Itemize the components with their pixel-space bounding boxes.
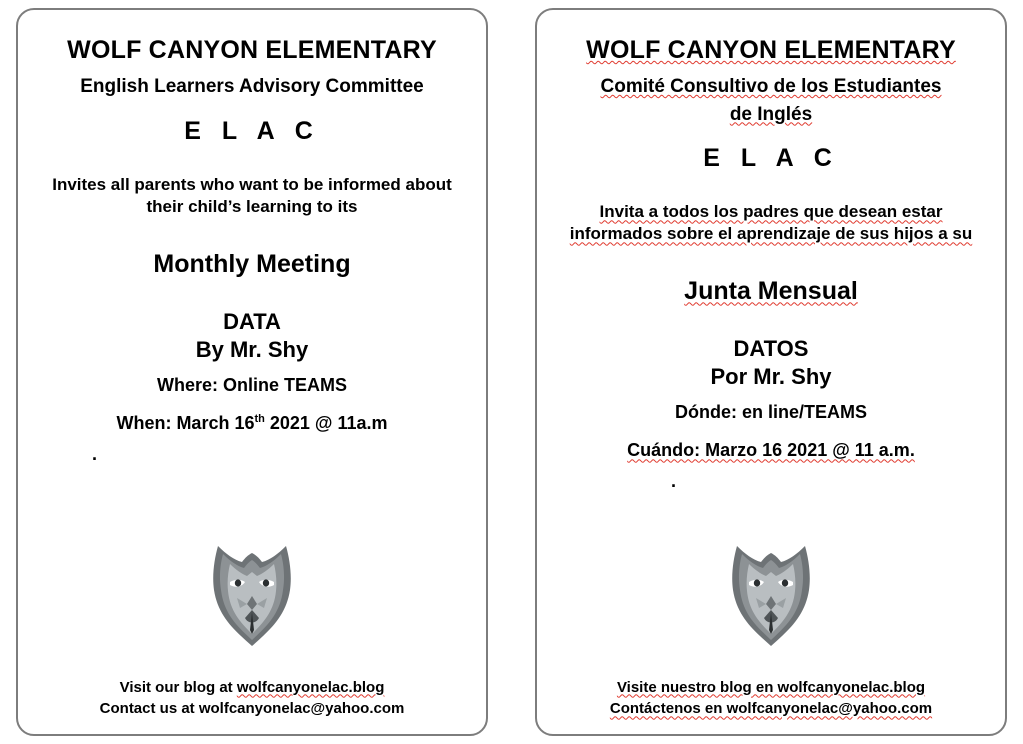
flyer-spanish (535, 8, 1007, 736)
stray-period: . (92, 443, 98, 464)
footer-contact-es (537, 677, 1005, 721)
footer-blog-line-es[interactable]: Visite nuestro blog en wolfcanyonelac.blog (616, 678, 926, 696)
presenter-name: By Mr. Shy (195, 336, 309, 362)
date-ordinal-suffix: th (254, 412, 265, 425)
page-title-es: WOLF CANYON ELEMENTARY (586, 36, 956, 64)
wolf-head-icon (723, 538, 819, 648)
topic-label-es: DATOS (733, 336, 809, 362)
stray-period-es: . (671, 471, 677, 492)
acronym-elac-es: E L A C (703, 144, 839, 173)
meeting-heading-es: Junta Mensual (684, 277, 858, 306)
flyer-english (16, 8, 488, 736)
meeting-datetime (32, 413, 472, 434)
wolf-head-icon (204, 538, 300, 648)
meeting-date-prefix: When: March 16 (116, 412, 255, 433)
meeting-location: Where: Online TEAMS (156, 374, 347, 395)
footer-blog-url[interactable]: wolfcanyonelac.blog (236, 678, 385, 696)
committee-subtitle-es-line2: de Inglés (729, 103, 813, 125)
committee-subtitle-es-line1: Comité Consultivo de los Estudiantes (600, 75, 942, 97)
page-title: WOLF CANYON ELEMENTARY (67, 36, 437, 64)
meeting-time-suffix: 2021 @ 11a.m (264, 412, 388, 433)
logo-container (18, 538, 486, 648)
footer-blog-line: Visit our blog at wolfcanyonelac.blog (119, 678, 385, 696)
meeting-location-es: Dónde: en line/TEAMS (674, 402, 867, 423)
invitation-text: Invites all parents who want to be informed about their child’s learning to its (52, 174, 452, 216)
acronym-elac: E L A C (184, 116, 320, 145)
topic-label: DATA (223, 308, 281, 334)
meeting-datetime-es: Cuándo: Marzo 16 2021 @ 11 a.m. (627, 440, 915, 461)
meeting-heading: Monthly Meeting (153, 249, 351, 278)
committee-subtitle: English Learners Advisory Committee (80, 75, 424, 97)
presenter-name-es: Por Mr. Shy (710, 364, 832, 390)
footer-email-line[interactable]: Contact us at wolfcanyonelac@yahoo.com (99, 700, 405, 718)
invitation-text-es: Invita a todos los padres que desean estar informados sobre el aprendizaje de sus hijos a su (569, 202, 973, 244)
logo-container-es (537, 538, 1005, 648)
footer-email-line-es[interactable]: Contáctenos en wolfcanyonelac@yahoo.com (609, 700, 933, 718)
footer-contact (18, 677, 486, 721)
